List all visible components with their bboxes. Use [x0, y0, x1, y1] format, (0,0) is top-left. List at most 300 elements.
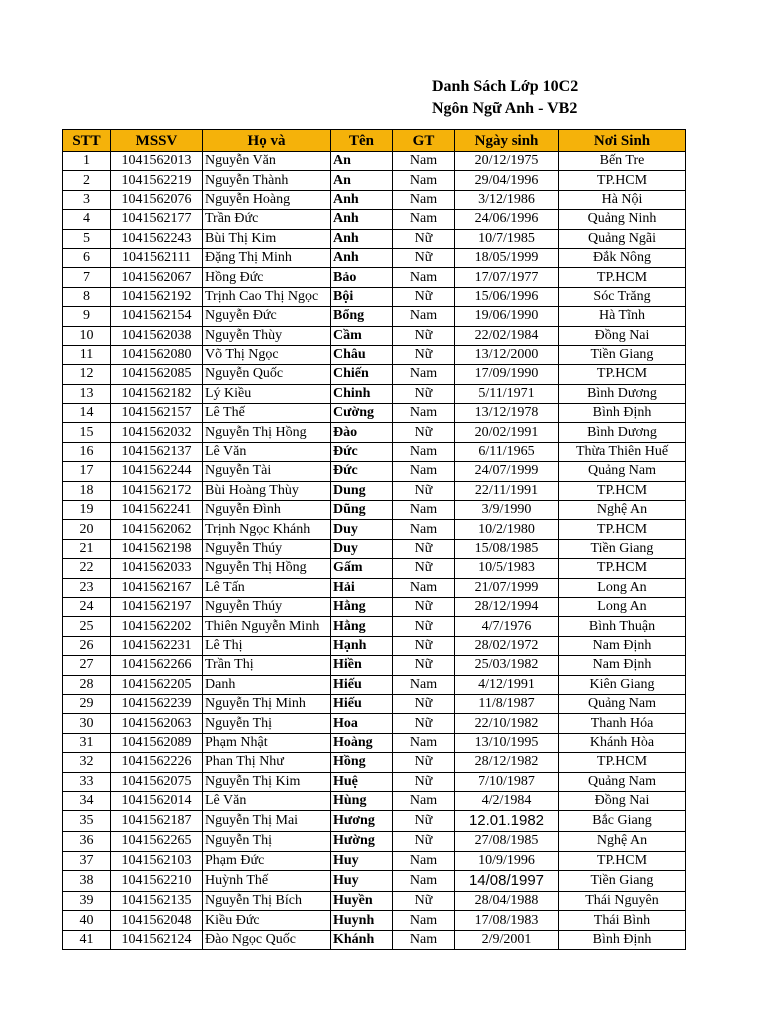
cell-noi-sinh: Nghệ An	[559, 832, 686, 851]
table-row	[63, 345, 686, 364]
header-ten: Tên	[331, 130, 393, 152]
cell-ho-va: Trần Đức	[203, 210, 331, 229]
cell-stt: 26	[63, 636, 111, 655]
cell-ngay-sinh: 17/09/1990	[455, 365, 559, 384]
cell-ngay-sinh: 17/08/1983	[455, 911, 559, 930]
cell-mssv: 1041562062	[111, 520, 203, 539]
cell-ho-va: Nguyễn Quốc	[203, 365, 331, 384]
cell-stt: 41	[63, 930, 111, 949]
cell-noi-sinh: Tiền Giang	[559, 345, 686, 364]
cell-stt: 6	[63, 248, 111, 267]
cell-noi-sinh: Thái Nguyên	[559, 892, 686, 911]
cell-stt: 1	[63, 152, 111, 171]
cell-noi-sinh: Quảng Nam	[559, 694, 686, 713]
cell-mssv: 1041562089	[111, 733, 203, 752]
cell-stt: 11	[63, 345, 111, 364]
cell-mssv: 1041562014	[111, 791, 203, 810]
cell-mssv: 1041562187	[111, 811, 203, 832]
cell-mssv: 1041562067	[111, 268, 203, 287]
cell-stt: 33	[63, 772, 111, 791]
cell-ho-va: Phạm Đức	[203, 851, 331, 870]
cell-ngay-sinh: 6/11/1965	[455, 442, 559, 461]
cell-ngay-sinh: 18/05/1999	[455, 248, 559, 267]
cell-noi-sinh: Đồng Nai	[559, 326, 686, 345]
cell-noi-sinh: Tiền Giang	[559, 871, 686, 892]
cell-mssv: 1041562205	[111, 675, 203, 694]
cell-ho-va: Thiên Nguyễn Minh	[203, 617, 331, 636]
cell-gt: Nam	[393, 190, 455, 209]
cell-ho-va: Nguyễn Thị Minh	[203, 694, 331, 713]
cell-ngay-sinh: 13/12/1978	[455, 404, 559, 423]
table-row	[63, 617, 686, 636]
header-ho-va: Họ và	[203, 130, 331, 152]
cell-gt: Nữ	[393, 229, 455, 248]
cell-mssv: 1041562033	[111, 559, 203, 578]
cell-noi-sinh: Đắk Nông	[559, 248, 686, 267]
cell-ngay-sinh: 4/2/1984	[455, 791, 559, 810]
cell-stt: 19	[63, 501, 111, 520]
cell-ten: Đức	[331, 462, 393, 481]
cell-noi-sinh: Nghệ An	[559, 501, 686, 520]
cell-noi-sinh: Long An	[559, 597, 686, 616]
cell-mssv: 1041562103	[111, 851, 203, 870]
table-row	[63, 404, 686, 423]
cell-noi-sinh: Bến Tre	[559, 152, 686, 171]
cell-mssv: 1041562032	[111, 423, 203, 442]
cell-ngay-sinh: 21/07/1999	[455, 578, 559, 597]
cell-gt: Nữ	[393, 811, 455, 832]
cell-ngay-sinh: 13/12/2000	[455, 345, 559, 364]
cell-ngay-sinh: 24/07/1999	[455, 462, 559, 481]
cell-ten: Hùng	[331, 791, 393, 810]
page-subtitle: Ngôn Ngữ Anh - VB2	[432, 100, 578, 117]
cell-noi-sinh: TP.HCM	[559, 171, 686, 190]
cell-gt: Nam	[393, 520, 455, 539]
roster-body	[63, 152, 686, 950]
cell-ho-va: Phan Thị Như	[203, 753, 331, 772]
cell-noi-sinh: Bình Định	[559, 404, 686, 423]
cell-noi-sinh: Bình Dương	[559, 384, 686, 403]
cell-ho-va: Bùi Thị Kim	[203, 229, 331, 248]
table-row	[63, 268, 686, 287]
cell-ho-va: Nguyễn Thị	[203, 832, 331, 851]
cell-ngay-sinh: 22/10/1982	[455, 714, 559, 733]
cell-ho-va: Đặng Thị Minh	[203, 248, 331, 267]
cell-noi-sinh: Quảng Nam	[559, 772, 686, 791]
table-row	[63, 851, 686, 870]
cell-ngay-sinh: 19/06/1990	[455, 307, 559, 326]
table-row	[63, 365, 686, 384]
cell-ngay-sinh: 20/02/1991	[455, 423, 559, 442]
cell-ten: Dũng	[331, 501, 393, 520]
cell-noi-sinh: Nam Định	[559, 636, 686, 655]
cell-mssv: 1041562172	[111, 481, 203, 500]
cell-gt: Nữ	[393, 832, 455, 851]
cell-ho-va: Nguyễn Tài	[203, 462, 331, 481]
table-row	[63, 753, 686, 772]
cell-gt: Nam	[393, 462, 455, 481]
cell-stt: 40	[63, 911, 111, 930]
cell-ho-va: Lý Kiều	[203, 384, 331, 403]
cell-ngay-sinh: 28/12/1994	[455, 597, 559, 616]
cell-mssv: 1041562210	[111, 871, 203, 892]
cell-ngay-sinh: 12.01.1982	[455, 811, 559, 832]
cell-ho-va: Lê Văn	[203, 442, 331, 461]
cell-mssv: 1041562265	[111, 832, 203, 851]
cell-gt: Nữ	[393, 287, 455, 306]
cell-noi-sinh: Nam Định	[559, 656, 686, 675]
cell-ho-va: Bùi Hoàng Thùy	[203, 481, 331, 500]
cell-mssv: 1041562241	[111, 501, 203, 520]
cell-gt: Nam	[393, 404, 455, 423]
cell-gt: Nam	[393, 152, 455, 171]
cell-ten: Hiền	[331, 656, 393, 675]
cell-ho-va: Nguyễn Hoàng	[203, 190, 331, 209]
cell-ngay-sinh: 3/12/1986	[455, 190, 559, 209]
cell-ngay-sinh: 4/12/1991	[455, 675, 559, 694]
cell-ho-va: Nguyễn Thúy	[203, 597, 331, 616]
cell-gt: Nữ	[393, 539, 455, 558]
cell-mssv: 1041562157	[111, 404, 203, 423]
cell-ho-va: Trịnh Ngọc Khánh	[203, 520, 331, 539]
cell-gt: Nam	[393, 365, 455, 384]
table-row	[63, 892, 686, 911]
table-row	[63, 229, 686, 248]
cell-stt: 3	[63, 190, 111, 209]
cell-gt: Nữ	[393, 326, 455, 345]
cell-stt: 28	[63, 675, 111, 694]
cell-noi-sinh: Bình Định	[559, 930, 686, 949]
table-row	[63, 210, 686, 229]
cell-mssv: 1041562198	[111, 539, 203, 558]
cell-noi-sinh: Khánh Hòa	[559, 733, 686, 752]
cell-ho-va: Đào Ngọc Quốc	[203, 930, 331, 949]
cell-ten: Bổng	[331, 307, 393, 326]
cell-stt: 38	[63, 871, 111, 892]
cell-ho-va: Nguyễn Thúy	[203, 539, 331, 558]
table-row	[63, 442, 686, 461]
cell-mssv: 1041562177	[111, 210, 203, 229]
cell-noi-sinh: Tiền Giang	[559, 539, 686, 558]
cell-gt: Nam	[393, 171, 455, 190]
cell-ho-va: Lê Tấn	[203, 578, 331, 597]
cell-ten: Huy	[331, 851, 393, 870]
cell-ngay-sinh: 27/08/1985	[455, 832, 559, 851]
cell-gt: Nữ	[393, 481, 455, 500]
cell-ho-va: Hồng Đức	[203, 268, 331, 287]
cell-gt: Nam	[393, 442, 455, 461]
cell-ho-va: Nguyễn Thành	[203, 171, 331, 190]
cell-ho-va: Nguyễn Thị Hồng	[203, 559, 331, 578]
table-row	[63, 287, 686, 306]
cell-ho-va: Lê Thị	[203, 636, 331, 655]
cell-gt: Nam	[393, 851, 455, 870]
cell-ngay-sinh: 15/08/1985	[455, 539, 559, 558]
cell-noi-sinh: TP.HCM	[559, 268, 686, 287]
table-row	[63, 462, 686, 481]
cell-noi-sinh: Thanh Hóa	[559, 714, 686, 733]
cell-mssv: 1041562085	[111, 365, 203, 384]
cell-gt: Nữ	[393, 384, 455, 403]
cell-stt: 9	[63, 307, 111, 326]
cell-ten: Hường	[331, 832, 393, 851]
cell-ten: Hiếu	[331, 694, 393, 713]
cell-ho-va: Nguyễn Thùy	[203, 326, 331, 345]
cell-mssv: 1041562197	[111, 597, 203, 616]
table-row	[63, 694, 686, 713]
cell-gt: Nam	[393, 733, 455, 752]
cell-noi-sinh: TP.HCM	[559, 481, 686, 500]
cell-mssv: 1041562182	[111, 384, 203, 403]
cell-ten: Hoàng	[331, 733, 393, 752]
header-gt: GT	[393, 130, 455, 152]
cell-mssv: 1041562080	[111, 345, 203, 364]
cell-ten: Huy	[331, 871, 393, 892]
cell-ngay-sinh: 14/08/1997	[455, 871, 559, 892]
cell-stt: 16	[63, 442, 111, 461]
cell-noi-sinh: TP.HCM	[559, 520, 686, 539]
cell-gt: Nam	[393, 675, 455, 694]
cell-ngay-sinh: 10/5/1983	[455, 559, 559, 578]
cell-noi-sinh: Bắc Giang	[559, 811, 686, 832]
cell-stt: 13	[63, 384, 111, 403]
table-row	[63, 675, 686, 694]
header-mssv: MSSV	[111, 130, 203, 152]
cell-gt: Nữ	[393, 892, 455, 911]
cell-gt: Nam	[393, 791, 455, 810]
cell-stt: 22	[63, 559, 111, 578]
table-row	[63, 832, 686, 851]
cell-ten: Hiếu	[331, 675, 393, 694]
cell-gt: Nữ	[393, 714, 455, 733]
cell-mssv: 1041562226	[111, 753, 203, 772]
table-row	[63, 656, 686, 675]
cell-noi-sinh: TP.HCM	[559, 851, 686, 870]
table-row	[63, 248, 686, 267]
cell-ngay-sinh: 22/02/1984	[455, 326, 559, 345]
header-row	[63, 130, 686, 152]
cell-gt: Nam	[393, 930, 455, 949]
cell-gt: Nữ	[393, 423, 455, 442]
cell-stt: 29	[63, 694, 111, 713]
cell-stt: 34	[63, 791, 111, 810]
header-stt: STT	[63, 130, 111, 152]
cell-gt: Nam	[393, 210, 455, 229]
cell-ten: Huynh	[331, 911, 393, 930]
cell-gt: Nam	[393, 871, 455, 892]
cell-mssv: 1041562063	[111, 714, 203, 733]
cell-ngay-sinh: 10/7/1985	[455, 229, 559, 248]
cell-ten: Đức	[331, 442, 393, 461]
header-ngay-sinh: Ngày sinh	[455, 130, 559, 152]
table-row	[63, 539, 686, 558]
cell-ten: Duy	[331, 520, 393, 539]
cell-mssv: 1041562124	[111, 930, 203, 949]
table-row	[63, 636, 686, 655]
cell-ten: Anh	[331, 190, 393, 209]
student-roster-table	[62, 129, 686, 950]
header-noi-sinh: Nơi Sinh	[559, 130, 686, 152]
cell-ten: Duy	[331, 539, 393, 558]
cell-ten: Khánh	[331, 930, 393, 949]
cell-ten: Chinh	[331, 384, 393, 403]
cell-ten: Gấm	[331, 559, 393, 578]
cell-stt: 18	[63, 481, 111, 500]
cell-ten: Anh	[331, 229, 393, 248]
table-row	[63, 171, 686, 190]
cell-stt: 36	[63, 832, 111, 851]
cell-ten: Hương	[331, 811, 393, 832]
cell-ten: Bội	[331, 287, 393, 306]
cell-ten: Bảo	[331, 268, 393, 287]
cell-mssv: 1041562167	[111, 578, 203, 597]
cell-stt: 7	[63, 268, 111, 287]
cell-ngay-sinh: 3/9/1990	[455, 501, 559, 520]
table-row	[63, 501, 686, 520]
cell-ho-va: Nguyễn Đình	[203, 501, 331, 520]
cell-ten: Hoa	[331, 714, 393, 733]
cell-gt: Nữ	[393, 753, 455, 772]
cell-stt: 23	[63, 578, 111, 597]
cell-ten: Hạnh	[331, 636, 393, 655]
cell-ten: Huyền	[331, 892, 393, 911]
cell-gt: Nữ	[393, 772, 455, 791]
cell-stt: 25	[63, 617, 111, 636]
cell-stt: 14	[63, 404, 111, 423]
cell-ten: Hải	[331, 578, 393, 597]
table-row	[63, 791, 686, 810]
cell-ten: Hồng	[331, 753, 393, 772]
cell-ho-va: Phạm Nhật	[203, 733, 331, 752]
cell-ten: Châu	[331, 345, 393, 364]
table-row	[63, 520, 686, 539]
table-row	[63, 871, 686, 892]
cell-gt: Nữ	[393, 248, 455, 267]
cell-gt: Nữ	[393, 345, 455, 364]
cell-mssv: 1041562192	[111, 287, 203, 306]
cell-noi-sinh: Kiên Giang	[559, 675, 686, 694]
cell-ngay-sinh: 5/11/1971	[455, 384, 559, 403]
cell-noi-sinh: Hà Tĩnh	[559, 307, 686, 326]
cell-mssv: 1041562266	[111, 656, 203, 675]
cell-ngay-sinh: 15/06/1996	[455, 287, 559, 306]
cell-noi-sinh: Long An	[559, 578, 686, 597]
cell-gt: Nam	[393, 911, 455, 930]
cell-stt: 32	[63, 753, 111, 772]
cell-ho-va: Lê Văn	[203, 791, 331, 810]
cell-stt: 4	[63, 210, 111, 229]
cell-stt: 31	[63, 733, 111, 752]
table-row	[63, 152, 686, 171]
cell-mssv: 1041562154	[111, 307, 203, 326]
cell-gt: Nữ	[393, 694, 455, 713]
table-row	[63, 559, 686, 578]
cell-ngay-sinh: 24/06/1996	[455, 210, 559, 229]
cell-ten: Đào	[331, 423, 393, 442]
cell-ho-va: Trịnh Cao Thị Ngọc	[203, 287, 331, 306]
cell-gt: Nữ	[393, 636, 455, 655]
cell-stt: 21	[63, 539, 111, 558]
cell-ngay-sinh: 10/9/1996	[455, 851, 559, 870]
cell-stt: 5	[63, 229, 111, 248]
table-row	[63, 733, 686, 752]
cell-gt: Nữ	[393, 597, 455, 616]
cell-noi-sinh: Quảng Ngãi	[559, 229, 686, 248]
cell-ho-va: Kiều Đức	[203, 911, 331, 930]
cell-stt: 12	[63, 365, 111, 384]
cell-mssv: 1041562076	[111, 190, 203, 209]
cell-ho-va: Lê Thế	[203, 404, 331, 423]
cell-noi-sinh: Sóc Trăng	[559, 287, 686, 306]
cell-mssv: 1041562243	[111, 229, 203, 248]
cell-gt: Nữ	[393, 617, 455, 636]
cell-stt: 17	[63, 462, 111, 481]
cell-mssv: 1041562231	[111, 636, 203, 655]
cell-noi-sinh: Bình Dương	[559, 423, 686, 442]
cell-ngay-sinh: 13/10/1995	[455, 733, 559, 752]
cell-ho-va: Nguyễn Đức	[203, 307, 331, 326]
cell-gt: Nữ	[393, 656, 455, 675]
cell-gt: Nam	[393, 578, 455, 597]
table-row	[63, 423, 686, 442]
table-row	[63, 772, 686, 791]
cell-gt: Nam	[393, 501, 455, 520]
cell-ho-va: Nguyễn Thị Kim	[203, 772, 331, 791]
cell-stt: 20	[63, 520, 111, 539]
cell-stt: 30	[63, 714, 111, 733]
cell-stt: 39	[63, 892, 111, 911]
cell-ten: Hằng	[331, 617, 393, 636]
cell-noi-sinh: Thừa Thiên Huế	[559, 442, 686, 461]
cell-ngay-sinh: 2/9/2001	[455, 930, 559, 949]
cell-stt: 10	[63, 326, 111, 345]
cell-ho-va: Võ Thị Ngọc	[203, 345, 331, 364]
cell-ngay-sinh: 11/8/1987	[455, 694, 559, 713]
cell-noi-sinh: Quảng Ninh	[559, 210, 686, 229]
cell-ho-va: Nguyễn Văn	[203, 152, 331, 171]
cell-ten: Anh	[331, 210, 393, 229]
table-row	[63, 384, 686, 403]
cell-stt: 27	[63, 656, 111, 675]
cell-mssv: 1041562244	[111, 462, 203, 481]
cell-ten: Cường	[331, 404, 393, 423]
cell-gt: Nam	[393, 307, 455, 326]
cell-mssv: 1041562111	[111, 248, 203, 267]
cell-noi-sinh: Đồng Nai	[559, 791, 686, 810]
cell-ngay-sinh: 22/11/1991	[455, 481, 559, 500]
table-row	[63, 911, 686, 930]
cell-ho-va: Trần Thị	[203, 656, 331, 675]
cell-mssv: 1041562038	[111, 326, 203, 345]
cell-ngay-sinh: 28/12/1982	[455, 753, 559, 772]
cell-ten: Chiến	[331, 365, 393, 384]
table-row	[63, 578, 686, 597]
cell-noi-sinh: TP.HCM	[559, 559, 686, 578]
cell-mssv: 1041562013	[111, 152, 203, 171]
cell-ho-va: Nguyễn Thị Bích	[203, 892, 331, 911]
cell-mssv: 1041562239	[111, 694, 203, 713]
cell-ngay-sinh: 17/07/1977	[455, 268, 559, 287]
cell-stt: 8	[63, 287, 111, 306]
cell-gt: Nam	[393, 268, 455, 287]
cell-ho-va: Huỳnh Thế	[203, 871, 331, 892]
cell-noi-sinh: Quảng Nam	[559, 462, 686, 481]
cell-ho-va: Nguyễn Thị Mai	[203, 811, 331, 832]
table-row	[63, 930, 686, 949]
cell-ho-va: Nguyễn Thị	[203, 714, 331, 733]
cell-mssv: 1041562135	[111, 892, 203, 911]
cell-ngay-sinh: 25/03/1982	[455, 656, 559, 675]
